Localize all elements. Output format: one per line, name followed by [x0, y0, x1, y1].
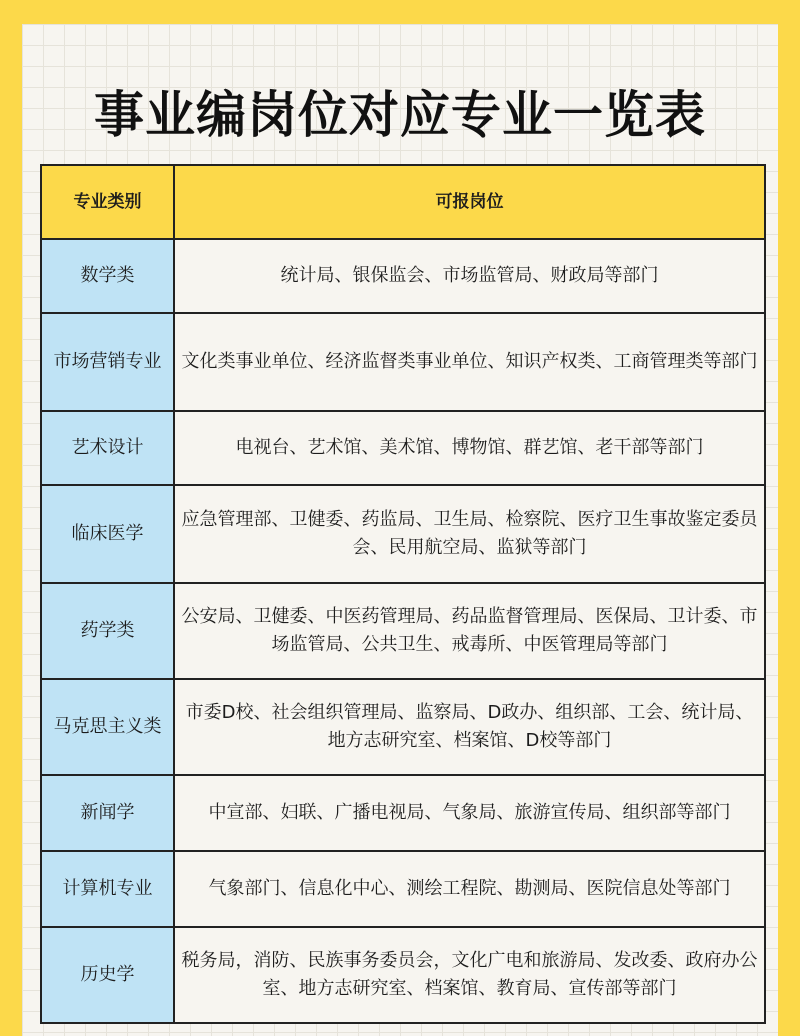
- table-row: [41, 927, 765, 1023]
- table-row: [41, 485, 765, 583]
- positions-cell: 中宣部、妇联、广播电视局、气象局、旅游宣传局、组织部等部门: [174, 775, 765, 851]
- content-card: [22, 24, 778, 1036]
- table-row: [41, 411, 765, 485]
- header-positions: 可报岗位: [174, 165, 765, 239]
- positions-cell: 统计局、银保监会、市场监管局、财政局等部门: [174, 239, 765, 313]
- category-cell: 马克思主义类: [41, 679, 174, 775]
- category-cell: 临床医学: [41, 485, 174, 583]
- position-table: [40, 164, 766, 1024]
- table-row: [41, 775, 765, 851]
- positions-cell: 气象部门、信息化中心、测绘工程院、勘测局、医院信息处等部门: [174, 851, 765, 927]
- category-cell: 计算机专业: [41, 851, 174, 927]
- positions-cell: 应急管理部、卫健委、药监局、卫生局、检察院、医疗卫生事故鉴定委员会、民用航空局、监狱等部门: [174, 485, 765, 583]
- positions-cell: 税务局，消防、民族事务委员会，文化广电和旅游局、发改委、政府办公室、地方志研究室、档案馆、教育局、宣传部等部门: [174, 927, 765, 1023]
- category-cell: 历史学: [41, 927, 174, 1023]
- category-cell: 艺术设计: [41, 411, 174, 485]
- category-cell: 数学类: [41, 239, 174, 313]
- table-row: [41, 851, 765, 927]
- table-row: [41, 679, 765, 775]
- header-category: 专业类别: [41, 165, 174, 239]
- category-cell: 市场营销专业: [41, 313, 174, 411]
- positions-cell: 公安局、卫健委、中医药管理局、药品监督管理局、医保局、卫计委、市场监管局、公共卫生、戒毒所、中医管理局等部门: [174, 583, 765, 679]
- positions-cell: 电视台、艺术馆、美术馆、博物馆、群艺馆、老干部等部门: [174, 411, 765, 485]
- positions-cell: 文化类事业单位、经济监督类事业单位、知识产权类、工商管理类等部门: [174, 313, 765, 411]
- table-row: [41, 583, 765, 679]
- category-cell: 新闻学: [41, 775, 174, 851]
- category-cell: 药学类: [41, 583, 174, 679]
- table-header-row: [41, 165, 765, 239]
- table-row: [41, 239, 765, 313]
- table-row: [41, 313, 765, 411]
- positions-cell: 市委D校、社会组织管理局、监察局、D政办、组织部、工会、统计局、地方志研究室、档案馆、D校等部门: [174, 679, 765, 775]
- page-title: 事业编岗位对应专业一览表: [94, 86, 706, 144]
